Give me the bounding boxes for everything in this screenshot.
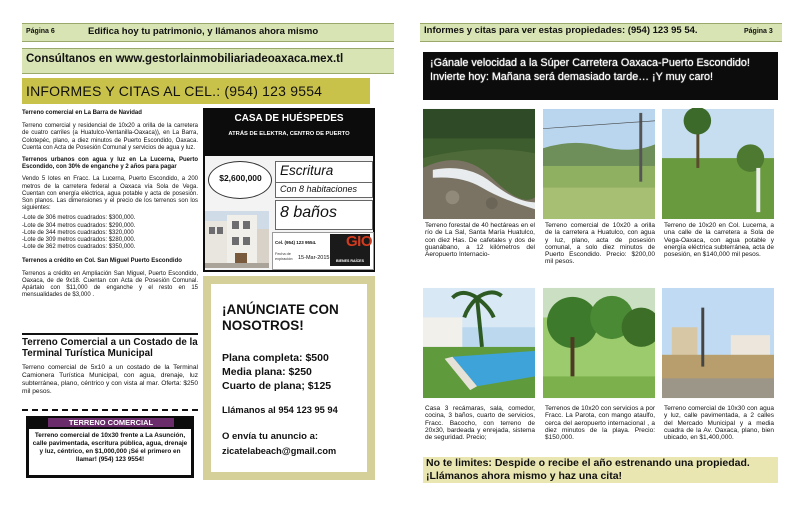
gio-logo-sub: BIENES RAÍCES bbox=[336, 259, 364, 263]
anunciate-title: ¡ANÚNCIATE CON NOSOTROS! bbox=[222, 302, 339, 333]
huespedes-banos: 8 baños bbox=[280, 204, 337, 221]
website-banner-text: Consúltanos en www.gestorlainmobiliariadeoaxaca.mex.tl bbox=[26, 53, 344, 65]
terminal-body: Terreno comercial de 5x10 a un costado de la Terminal Camionera Turística Municipal, con agua, drenaje, luz subterránea, plano, céntrico y con vista al mar. Oferta: $250 mil pesos. bbox=[22, 364, 198, 395]
parota-mango-photo bbox=[543, 287, 655, 399]
river-photo bbox=[423, 108, 535, 220]
pool-house-photo bbox=[423, 287, 535, 399]
terminal-dashed-rule bbox=[22, 409, 198, 411]
terreno-comercial-label: TERRENO COMERCIAL bbox=[48, 418, 174, 427]
price-line: -Lote de 304 metros cuadrados: $290,000. bbox=[22, 222, 136, 229]
mercado-lot-photo bbox=[662, 287, 774, 399]
price-line: -Lote de 362 metros cuadrados: $350,000. bbox=[22, 244, 136, 251]
left-page-number: Página 6 bbox=[26, 28, 55, 35]
card-date: 15-Mar-2015 bbox=[298, 255, 330, 261]
price-line: -Lote de 306 metros cuadrados: $300,000. bbox=[22, 215, 136, 222]
anunciate-price: Media plana: $250 bbox=[222, 366, 312, 378]
listing-title: Terreno comercial en La Barra de Navidad bbox=[22, 110, 142, 116]
card-expiration-label: Fecha de expiración: bbox=[275, 252, 294, 261]
huespedes-price: $2,600,000 bbox=[219, 173, 262, 183]
huespedes-subtitle: ATRÁS DE ELEKTRA, CENTRO DE PUERTO bbox=[228, 131, 350, 137]
caption-mercado: Terreno comercial de 10x30 con agua y luz, calle pavimentada, a 2 calles del Mercado Municipal y a media cuadra de la Av. Oaxaca, plano, bien ubicado, en $1,400,000. bbox=[664, 405, 774, 442]
listing-title: Terrenos a crédito en Col. San Miguel Puerto Escondido bbox=[22, 258, 182, 265]
terreno-comercial-text: Terreno comercial de 10x30 frente a La Asunción, calle pavimentada, escritura pública, agua, drenaje y luz, céntrico, en $1,000,000 ¡Sé el primero en llamar! (954) 123 9554! bbox=[32, 432, 188, 463]
huespedes-habitaciones: Con 8 habitaciones bbox=[280, 184, 358, 194]
listings-column bbox=[22, 110, 198, 299]
anunciate-call: Llámanos al 954 123 95 94 bbox=[222, 405, 338, 415]
footer-text: No te limites: Despide o recibe el año estrenando una propiedad. ¡Llámanos ahora mismo y haz una cita! bbox=[426, 457, 750, 482]
terminal-rule-top bbox=[22, 333, 198, 335]
price-line: -Lote de 344 metros cuadrados: $320,000 bbox=[22, 229, 134, 236]
gio-logo-mark: GIO bbox=[346, 233, 373, 250]
highway-line-2: Invierte hoy: Mañana será demasiado tarde… ¡Y muy caro! bbox=[430, 71, 714, 83]
right-header-info: Informes y citas para ver estas propiedades: (954) 123 95 54. bbox=[424, 25, 698, 36]
price-line: -Lote de 309 metros cuadrados: $280,000. bbox=[22, 237, 136, 244]
huespedes-title: CASA DE HUÉSPEDES bbox=[234, 113, 344, 124]
terminal-heading: Terreno Comercial a un Costado de la Terminal Turística Municipal bbox=[22, 337, 198, 359]
house-photo bbox=[205, 211, 269, 268]
listing-body: Terreno comercial y residencial de 10x20 a orilla de la carretera de cuatro carriles (a Huatulco-Ventanilla-Oaxaca)), en La Barra, Colotepéc, plano, a diez minutos de Puerto Escondido, Oaxaca. Cuenta con Acta de Posesión Comunal y servicios de agua y luz. bbox=[22, 123, 198, 151]
anunciate-send: O envía tu anuncio a: bbox=[222, 431, 319, 442]
listing-title: Terrenos urbanos con agua y luz en La Lucerna, Puerto Escondido, con 30% de enganche y 2 años para pagar bbox=[22, 157, 198, 171]
road-land-photo bbox=[543, 108, 655, 220]
card-phone: Cel. (954) 123 9554. bbox=[275, 240, 317, 245]
right-page-number: Página 3 bbox=[744, 28, 773, 35]
phone-banner-text: INFORMES Y CITAS AL CEL.: (954) 123 9554 bbox=[26, 83, 323, 99]
anunciate-price: Cuarto de plana; $125 bbox=[222, 380, 332, 392]
caption-forestal: Terreno forestal de 40 hectáreas en el río de La Sal, Santa María Huatulco, con diez Has. De cafetales y dos de guanábano, a 12 kilómetros del Aeropuerto Internacio- bbox=[425, 222, 535, 259]
left-header-slogan: Edifica hoy tu patrimonio, y llámanos ahora mismo bbox=[88, 26, 319, 37]
caption-parota: Terrenos de 10x20 con servicios a por Fracc. La Parota, con mango ataulfo, cerca del aeropuerto internacional , a diez minutos de la playa. Precio: $150,000. bbox=[545, 405, 655, 442]
huespedes-escritura: Escritura bbox=[280, 163, 334, 178]
lucerna-lot-photo bbox=[662, 108, 774, 220]
caption-bacocho: Casa 3 recámaras, sala, comedor, cocina, 3 baños, cuarto de servicios, Fracc. Bacocho, con terreno de 20x30, bardeada y enrejada, sistema de seguridad. Precio; bbox=[425, 405, 535, 442]
listing-body: Terrenos a crédito en Ampliación San Miguel, Puerto Escondido, Oaxaca, de de 9x18. Cuentan con Acta de Posesión Comunal. Apártalo con $11,000 de enganche y el resto en 15 mensualidades de $3,000 . bbox=[22, 270, 198, 299]
highway-line-1: ¡Gánale velocidad a la Súper Carretera Oaxaca-Puerto Escondido! bbox=[430, 57, 750, 69]
anunciate-email: zicatelabeach@gmail.com bbox=[222, 446, 337, 456]
anunciate-price: Plana completa: $500 bbox=[222, 352, 329, 364]
listing-body: Vendo 5 lotes en Fracc. La Lucerna, Puerto Escondido, a 200 metros de la carretera federal a Oaxaca vía Sola de Vega. Cuentan con energía eléctrica, agua potable y acta de posesión. Son planos. Las dimensiones y el precio de los terrenos son los siguientes: bbox=[22, 176, 198, 212]
caption-lucerna: Terreno de 10x20 en Col. Lucerna, a una calle de la carretera a Sola de Vega-Oaxaca, con agua potable y energía eléctrica subterránea, acta de posesión, en $140,000 mil pesos. bbox=[664, 222, 774, 259]
caption-huatulco: Terreno comercial de 10x20 a orilla de la carretera a Huatulco, con agua y luz, plano, acta de posesión comunal, a solo diez minutos de Puerto Escondido. Precio: $200,00 mil pesos. bbox=[545, 222, 655, 266]
